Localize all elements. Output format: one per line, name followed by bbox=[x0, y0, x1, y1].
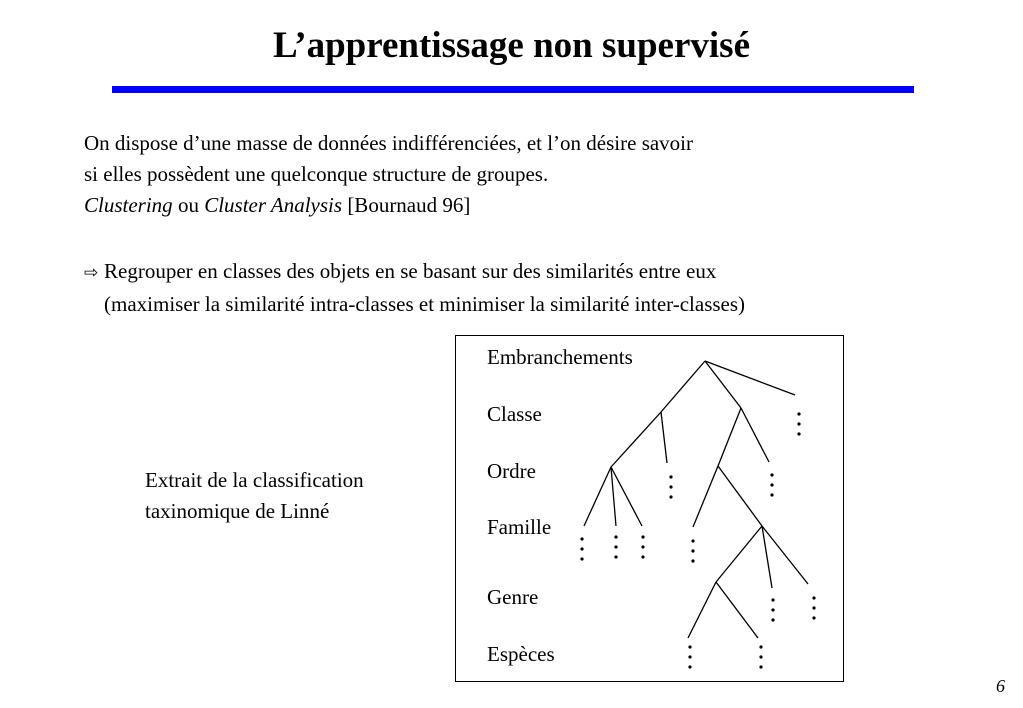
bullet-line-2: (maximiser la similarité intra-classes et minimiser la similarité inter-classes) bbox=[104, 292, 746, 316]
intro-paragraph bbox=[84, 128, 693, 221]
rank-especes: Espèces bbox=[487, 642, 555, 666]
taxonomy-tree bbox=[456, 336, 845, 683]
rank-ordre: Ordre bbox=[487, 459, 536, 483]
slide-title: L’apprentissage non supervisé bbox=[273, 25, 750, 66]
bullet-text-1: Regrouper en classes des objets en se basant sur des similarités entre eux bbox=[104, 259, 717, 283]
rank-embranchements: Embranchements bbox=[487, 345, 633, 369]
caption-line-2: taxinomique de Linné bbox=[145, 499, 330, 523]
intro-line-3 bbox=[84, 190, 693, 221]
title-underline bbox=[112, 86, 914, 93]
page-number: 6 bbox=[996, 676, 1005, 696]
tree-branches bbox=[584, 361, 808, 638]
outline-right-arrow-icon: ⇨ bbox=[84, 263, 99, 283]
reference-citation: [Bournaud 96] bbox=[342, 193, 471, 217]
taxonomy-figure bbox=[455, 335, 844, 682]
term-connector: ou bbox=[172, 193, 205, 217]
caption-line-1: Extrait de la classification bbox=[145, 468, 364, 492]
intro-line-2: si elles possèdent une quelconque structure de groupes. bbox=[84, 162, 549, 186]
bullet-line-1 bbox=[84, 256, 745, 289]
bullet-point bbox=[84, 256, 745, 320]
term-cluster-analysis: Cluster Analysis bbox=[204, 193, 343, 217]
rank-genre: Genre bbox=[487, 585, 539, 609]
tree-ellipses bbox=[580, 412, 815, 668]
figure-caption bbox=[145, 465, 364, 527]
rank-famille: Famille bbox=[487, 515, 552, 539]
rank-classe: Classe bbox=[487, 402, 542, 426]
intro-line-1: On dispose d’une masse de données indifférenciées, et l’on désire savoir bbox=[84, 131, 694, 155]
term-clustering: Clustering bbox=[84, 193, 173, 217]
